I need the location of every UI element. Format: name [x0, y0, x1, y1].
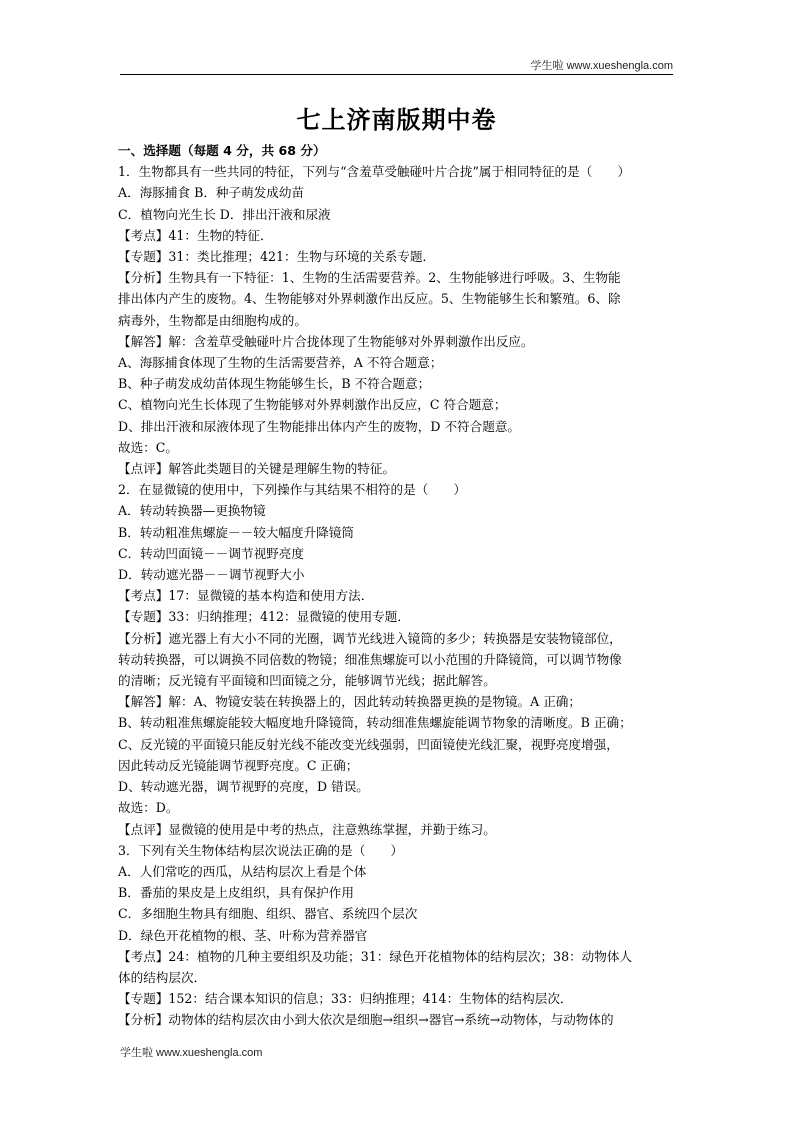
- text-line: 【点评】解答此类题目的关键是理解生物的特征。: [118, 461, 396, 477]
- text-line: 3．下列有关生物体结构层次说法正确的是（ ）: [118, 842, 404, 858]
- page-header-site: 学生啦 www.xueshengla.com: [530, 60, 673, 72]
- page-title: 七上济南版期中卷: [296, 106, 497, 134]
- text-line: 体的结构层次．: [118, 969, 207, 985]
- text-line: 故选：D。: [118, 800, 179, 816]
- text-line: B、种子萌发成幼苗体现生物能够生长，B 不符合题意；: [118, 376, 431, 392]
- text-line: 【专题】152：结合课本知识的信息；33：归纳推理；414：生物体的结构层次．: [118, 991, 573, 1007]
- text-line: 因此转动反光镜能调节视野亮度。C 正确；: [118, 757, 359, 773]
- text-line: 【解答】解：A、物镜安装在转换器上的，因此转动转换器更换的是物镜。A 正确；: [118, 694, 581, 710]
- text-line: D．绿色开花植物的根、茎、叶称为营养器官: [118, 927, 368, 943]
- text-line: 故选：C。: [118, 439, 179, 455]
- section-heading: 一、选择题（每题 4 分，共 68 分）: [118, 143, 326, 158]
- text-line: 【考点】17：显微镜的基本构造和使用方法．: [118, 588, 374, 604]
- text-line: C．多细胞生物具有细胞、组织、器官、系统四个层次: [118, 906, 418, 922]
- text-line: 【解答】解：含羞草受触碰叶片合拢体现了生物能够对外界刺激作出反应。: [118, 333, 534, 349]
- header-divider: [120, 74, 673, 75]
- text-line: 【分析】遮光器上有大小不同的光圈，调节光线进入镜筒的多少；转换器是安装物镜部位，: [118, 630, 622, 646]
- text-line: C、植物向光生长体现了生物能够对外界刺激作出反应，C 符合题意；: [118, 397, 507, 413]
- text-lines: [118, 161, 678, 1030]
- text-line: 1．生物都具有一些共同的特征，下列与“含羞草受触碰叶片合拢”属于相同特征的是（ ）: [118, 164, 631, 180]
- text-line: 【专题】33：归纳推理；412：显微镜的使用专题．: [118, 609, 410, 625]
- text-line: C．植物向光生长 D．排出汗液和尿液: [118, 206, 331, 222]
- text-line: A．海豚捕食 B．种子萌发成幼苗: [118, 185, 305, 201]
- text-line: 【考点】24：植物的几种主要组织及功能；31：绿色开花植物体的结构层次；38：动物体人: [118, 948, 633, 964]
- text-line: 的清晰；反光镜有平面镜和凹面镜之分，能够调节光线；据此解答。: [118, 673, 496, 689]
- text-line: 排出体内产生的废物。4、生物能够对外界刺激作出反应。5、生物能够生长和繁殖。6、除: [118, 291, 621, 307]
- text-line: 病毒外，生物都是由细胞构成的。: [118, 312, 307, 328]
- document-body: [118, 140, 678, 1031]
- text-line: B、转动粗准焦螺旋能较大幅度地升降镜筒，转动细准焦螺旋能调节物象的清晰度。B 正确；: [118, 715, 632, 731]
- page-footer-site: 学生啦 www.xueshengla.com: [120, 1047, 263, 1059]
- text-line: 【专题】31：类比推理；421：生物与环境的关系专题．: [118, 249, 436, 265]
- text-line: D、转动遮光器，调节视野的亮度，D 错误。: [118, 779, 369, 795]
- text-line: 【点评】显微镜的使用是中考的热点，注意熟练掌握，并勤于练习。: [118, 821, 496, 837]
- text-line: D．转动遮光器－－调节视野大小: [118, 567, 305, 583]
- text-line: B．番茄的果皮是上皮组织，具有保护作用: [118, 885, 354, 901]
- text-line: 2．在显微镜的使用中，下列操作与其结果不相符的是（ ）: [118, 482, 467, 498]
- text-line: D、排出汗液和尿液体现了生物能排出体内产生的废物，D 不符合题意。: [118, 418, 521, 434]
- text-line: C．转动凹面镜－－调节视野亮度: [118, 545, 304, 561]
- text-line: 转动转换器，可以调换不同倍数的物镜；细准焦螺旋可以小范围的升降镜筒，可以调节物像: [118, 651, 622, 667]
- text-line: 【考点】41：生物的特征．: [118, 227, 273, 243]
- text-line: A．转动转换器—更换物镜: [118, 503, 266, 519]
- text-line: C、反光镜的平面镜只能反射光线不能改变光线强弱，凹面镜使光线汇聚，视野亮度增强，: [118, 736, 619, 752]
- text-line: 【分析】生物具有一下特征：1、生物的生活需要营养。2、生物能够进行呼吸。3、生物能: [118, 270, 621, 286]
- text-line: B．转动粗准焦螺旋－－较大幅度升降镜筒: [118, 524, 354, 540]
- text-line: 【分析】动物体的结构层次由小到大依次是细胞→组织→器官→系统→动物体，与动物体的: [118, 1012, 614, 1028]
- text-line: A、海豚捕食体现了生物的生活需要营养，A 不符合题意；: [118, 355, 443, 371]
- text-line: A．人们常吃的西瓜，从结构层次上看是个体: [118, 863, 367, 879]
